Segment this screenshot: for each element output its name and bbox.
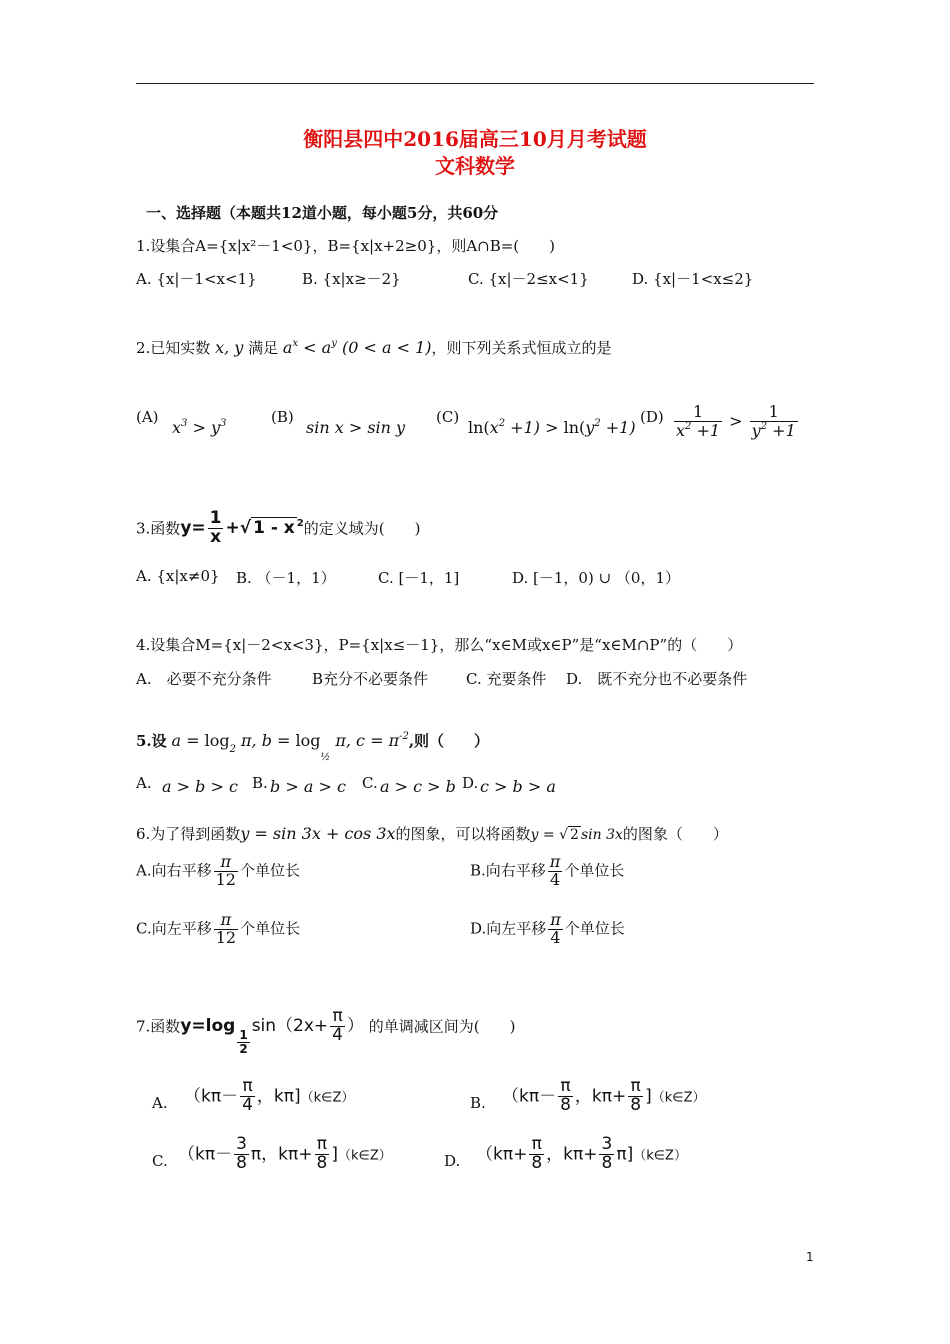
page-title: 衡阳县四中2016届高三10月月考试题 xyxy=(303,127,647,151)
question-4-option-c: C. 充要条件 xyxy=(466,670,547,688)
question-3-option-c: C. [－1，1] xyxy=(378,569,460,587)
question-5-option-d-label: D. xyxy=(462,774,479,792)
question-7-option-b: （kπ－ $\frac{\pi}{8}$ ，kπ+ $\frac{\pi}{8}$ ]（k∈Z） xyxy=(502,1076,706,1115)
question-5-option-b-label: B. xyxy=(252,774,268,792)
q7-function: y=log $_{\frac{1}{2}}$ xyxy=(180,1016,248,1056)
question-6-stem: 6.为了得到函数y = sin 3x + cos 3x的图象，可以将函数y = √ 2 sin 3x的图象（ ） xyxy=(136,824,728,843)
question-6-option-b: B.向右平移 $\frac{\pi}{4}$ 个单位长 xyxy=(470,852,625,889)
q2-vars: x, y xyxy=(215,338,244,357)
q2-lead: 2.已知实数 xyxy=(136,339,211,357)
q2-tail: ，则下列关系式恒成立的是 xyxy=(431,339,612,357)
question-3-option-a: A. {x|x≠0} xyxy=(136,567,220,585)
q2-mid: 满足 xyxy=(248,339,279,357)
question-5-option-a: a > b > c xyxy=(162,777,238,796)
question-2-option-a: $x^3 > y^3$ xyxy=(172,418,227,437)
question-7-option-c-label: C. xyxy=(152,1152,168,1170)
q5-definitions: $a = \log_2 \pi$, $b = \log_{\frac{1}{2}} \pi$, $c = \pi^{-2}$ xyxy=(171,731,409,763)
section-heading: 一、选择题（本题共12道小题，每小题5分，共60分 xyxy=(146,204,499,222)
question-5-option-b: b > a > c xyxy=(270,777,346,796)
question-5-stem: 5.设 $a = \log_2 \pi$, $b = \log_{\frac{1}{2}} \pi$, $c = \pi^{-2}$,则（ ） xyxy=(136,731,490,763)
question-5-option-a-label: A. xyxy=(136,774,152,792)
question-4-option-a: A. 必要不充分条件 xyxy=(136,670,272,688)
question-7-option-c: （kπ－ $\frac{3}{8}$ π，kπ+ $\frac{\pi}{8}$ ]（k∈Z） xyxy=(178,1134,392,1173)
question-2-stem xyxy=(136,337,612,358)
question-6-option-c: C.向左平移 $\frac{\pi}{12}$ 个单位长 xyxy=(136,910,301,947)
question-7-option-b-label: B. xyxy=(470,1094,486,1112)
question-5-option-d: c > b > a xyxy=(480,777,556,796)
question-1-option-b: B. {x|x≥－2} xyxy=(302,270,401,288)
question-2-option-d-label: (D) xyxy=(640,408,664,426)
question-4-stem: 4.设集合M={x|－2<x<3}，P={x|x≤－1}，那么“x∈M或x∈P”是“x∈M∩P”的（ ） xyxy=(136,636,743,654)
question-7-option-a-label: A. xyxy=(152,1094,168,1112)
question-1-option-c: C. {x|－2≤x<1} xyxy=(468,270,589,288)
question-5-option-c: a > c > b xyxy=(380,777,456,796)
question-6-option-d: D.向左平移 $\frac{\pi}{4}$ 个单位长 xyxy=(470,910,625,947)
question-5-option-c-label: C. xyxy=(362,774,378,792)
question-7-stem: 7.函数y=log $_{\frac{1}{2}}$ sin（2x+ $\frac{\pi}{4}$ ） 的单调减区间为( ) xyxy=(136,1006,516,1056)
question-1-option-d: D. {x|－1<x≤2} xyxy=(632,270,754,288)
question-2-option-c: $\ln(x^2 +1) > \ln(y^2 +1)$ xyxy=(468,418,636,437)
q7-sin: sin（2x+ $\frac{\pi}{4}$ ） xyxy=(251,1006,364,1045)
question-6-option-a: A.向右平移 $\frac{\pi}{12}$ 个单位长 xyxy=(136,852,300,889)
question-1-option-a: A. {x|－1<x<1} xyxy=(136,270,257,288)
question-3-stem: 3.函数y= $\frac{1}{x}$ +√ 1 - x $^2$的定义域为( ) xyxy=(136,508,421,547)
q6-function-1: y = sin 3x + cos 3x xyxy=(240,824,396,843)
question-2-option-b: sin x > sin y xyxy=(306,418,406,437)
question-7-option-d-label: D. xyxy=(444,1152,461,1170)
question-7-option-a: （kπ－ $\frac{\pi}{4}$ ，kπ]（k∈Z） xyxy=(184,1076,355,1115)
question-4-option-d: D. 既不充分也不必要条件 xyxy=(566,670,748,688)
question-3-option-b: B. （－1，1） xyxy=(236,569,336,587)
question-2-option-b-label: (B) xyxy=(271,408,294,426)
question-2-option-d: $\frac{1}{x^2 +1}$ > $\frac{1}{y^2 +1}$ xyxy=(676,402,796,440)
question-3-option-d: D. [－1，0) ∪ （0，1） xyxy=(512,569,681,587)
header-rule xyxy=(136,83,814,84)
question-1-stem: 1.设集合A={x|x²－1<0}，B={x|x+2≥0}，则A∩B=( ) xyxy=(136,237,556,255)
question-2-option-c-label: (C) xyxy=(436,408,460,426)
question-2-option-a-label: (A) xyxy=(136,408,159,426)
q2-condition: $a^x < a^y$ (0 < a < 1) xyxy=(282,338,432,357)
q3-function: y= $\frac{1}{x}$ +√ 1 - x $^2$ xyxy=(180,508,304,547)
page-number: 1 xyxy=(806,1250,814,1264)
page-subtitle: 文科数学 xyxy=(435,154,515,178)
question-7-option-d: （kπ+ $\frac{\pi}{8}$ ，kπ+ $\frac{3}{8}$ π]（k∈Z） xyxy=(476,1134,687,1173)
q6-function-2: y = √ 2 sin 3x xyxy=(530,827,623,843)
question-4-option-b: B充分不必要条件 xyxy=(312,670,429,688)
